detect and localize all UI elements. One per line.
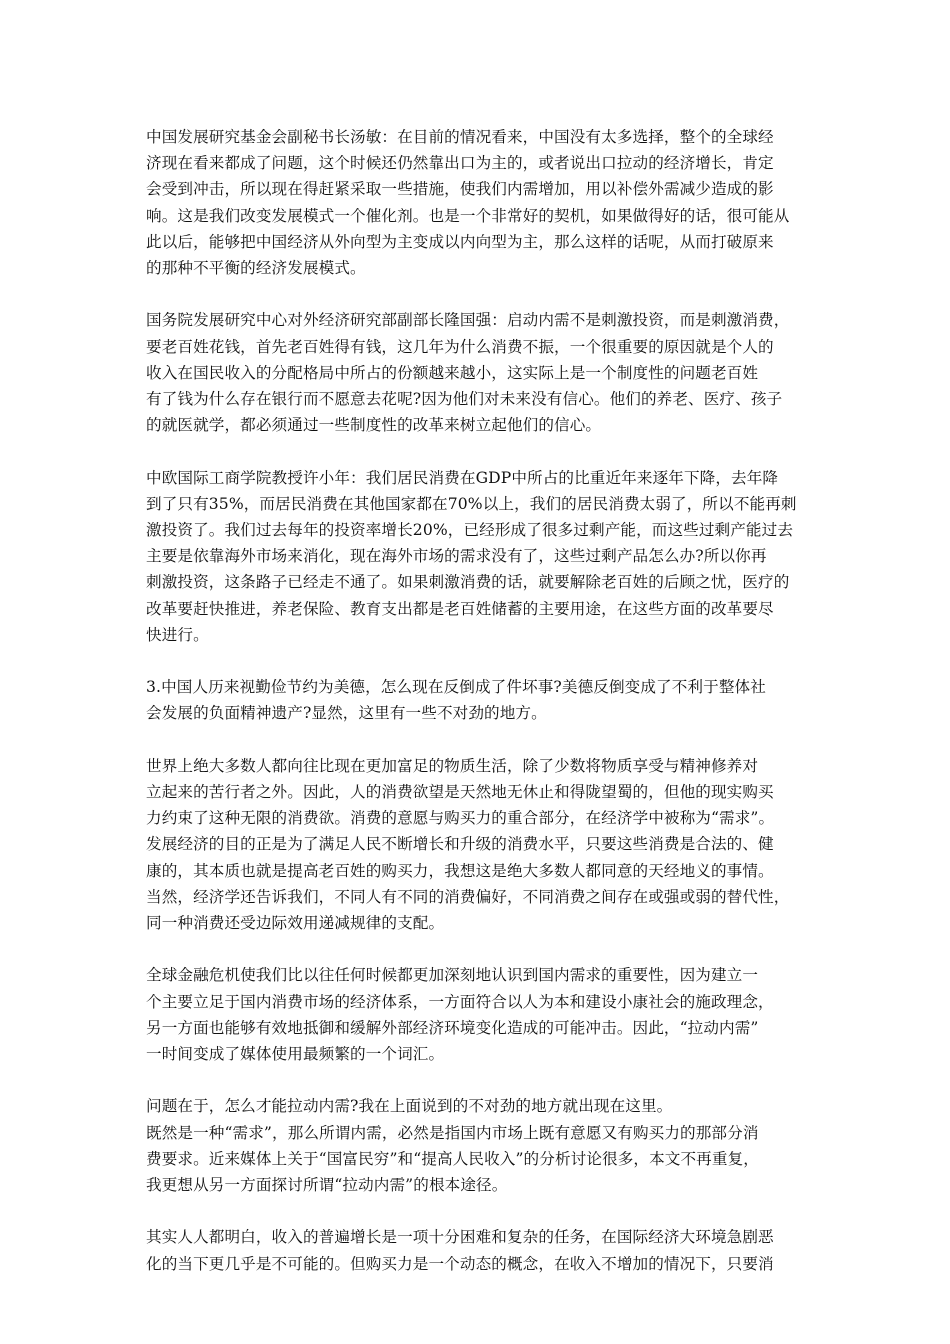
text-line: 收入在国民收入的分配格局中所占的份额越来越小，这实际上是一个制度性的问题老百姓 xyxy=(146,363,759,382)
text-line: 快进行。 xyxy=(146,625,209,644)
text-line: 问题在于，怎么才能拉动内需?我在上面说到的不对劲的地方就出现在这里。 xyxy=(146,1097,673,1116)
text-line: 激投资了。我们过去每年的投资率增长20%，已经形成了很多过剩产能，而这些过剩产能过去 xyxy=(146,521,794,540)
text-line: 费要求。近来媒体上关于“国富民穷”和“提高人民收入”的分析讨论很多，本文不再重复， xyxy=(146,1149,759,1168)
paragraph-financial-crisis xyxy=(146,962,822,1067)
text-line: 化的当下更几乎是不可能的。但购买力是一个动态的概念，在收入不增加的情况下，只要消 xyxy=(146,1254,774,1273)
text-line: 康的，其本质也就是提高老百姓的购买力，我想这是绝大多数人都同意的天经地义的事情。 xyxy=(146,861,774,880)
paragraph-tang-min xyxy=(146,124,822,281)
text-line: 3.中国人历来视勤俭节约为美德，怎么现在反倒成了件坏事?美德反倒变成了不利于整体社 xyxy=(146,678,766,697)
text-line: 此以后，能够把中国经济从外向型为主变成以内向型为主，那么这样的话呢，从而打破原来 xyxy=(146,232,774,251)
paragraph-consumption-desire xyxy=(146,753,822,936)
text-line: 中欧国际工商学院教授许小年：我们居民消费在GDP中所占的比重近年来逐年下降，去年降 xyxy=(146,468,779,487)
text-line: 另一方面也能够有效地抵御和缓解外部经济环境变化造成的可能冲击。因此，“拉动内需” xyxy=(146,1018,759,1037)
document-body xyxy=(146,124,822,1303)
text-line: 改革要赶快推进，养老保险、教育支出都是老百姓储蓄的主要用途，在这些方面的改革要尽 xyxy=(146,599,774,618)
text-line: 个主要立足于国内消费市场的经济体系，一方面符合以人为本和建设小康社会的施政理念， xyxy=(146,992,774,1011)
text-line: 同一种消费还受边际效用递减规律的支配。 xyxy=(146,914,445,933)
text-line: 世界上绝大多数人都向往比现在更加富足的物质生活，除了少数将物质享受与精神修养对 xyxy=(146,756,759,775)
text-line: 的那种不平衡的经济发展模式。 xyxy=(146,259,366,278)
text-line: 我更想从另一方面探讨所谓“拉动内需”的根本途径。 xyxy=(146,1176,508,1195)
paragraph-purchasing-power xyxy=(146,1224,822,1276)
text-line: 力约束了这种无限的消费欲。消费的意愿与购买力的重合部分，在经济学中被称为“需求”。 xyxy=(146,809,775,828)
text-line: 到了只有35%，而居民消费在其他国家都在70%以上，我们的居民消费太弱了，所以不能再刺 xyxy=(146,494,797,513)
text-line: 国务院发展研究中心对外经济研究部副部长隆国强：启动内需不是刺激投资，而是刺激消费， xyxy=(146,311,790,330)
text-line: 要老百姓花钱，首先老百姓得有钱，这几年为什么消费不振，一个很重要的原因就是个人的 xyxy=(146,337,774,356)
paragraph-long-guoqiang xyxy=(146,307,822,438)
text-line: 会受到冲击，所以现在得赶紧采取一些措施，使我们内需增加，用以补偿外需减少造成的影 xyxy=(146,180,774,199)
text-line: 其实人人都明白，收入的普遍增长是一项十分困难和复杂的任务，在国际经济大环境急剧恶 xyxy=(146,1228,774,1247)
paragraph-domestic-demand xyxy=(146,1093,822,1198)
text-line: 发展经济的目的正是为了满足人民不断增长和升级的消费水平，只要这些消费是合法的、健 xyxy=(146,835,774,854)
text-line: 济现在看来都成了问题，这个时候还仍然靠出口为主的，或者说出口拉动的经济增长，肯定 xyxy=(146,154,774,173)
text-line: 会发展的负面精神遗产?显然，这里有一些不对劲的地方。 xyxy=(146,704,547,723)
text-line: 全球金融危机使我们比以往任何时候都更加深刻地认识到国内需求的重要性，因为建立一 xyxy=(146,966,759,985)
text-line: 中国发展研究基金会副秘书长汤敏：在目前的情况看来，中国没有太多选择，整个的全球经 xyxy=(146,128,774,146)
text-line: 响。这是我们改变发展模式一个催化剂。也是一个非常好的契机，如果做得好的话，很可能从 xyxy=(146,206,790,225)
text-line: 一时间变成了媒体使用最频繁的一个词汇。 xyxy=(146,1045,445,1064)
text-line: 当然，经济学还告诉我们，不同人有不同的消费偏好，不同消费之间存在或强或弱的替代性， xyxy=(146,887,790,906)
text-line: 的就医就学，都必须通过一些制度性的改革来树立起他们的信心。 xyxy=(146,416,602,435)
text-line: 刺激投资，这条路子已经走不通了。如果刺激消费的话，就要解除老百姓的后顾之忧，医疗的 xyxy=(146,573,790,592)
text-line: 有了钱为什么存在银行而不愿意去花呢?因为他们对未来没有信心。他们的养老、医疗、孩子 xyxy=(146,390,783,409)
paragraph-xu-xiaonian xyxy=(146,465,822,648)
paragraph-section-3 xyxy=(146,674,822,726)
text-line: 主要是依靠海外市场来消化，现在海外市场的需求没有了，这些过剩产品怎么办?所以你再 xyxy=(146,547,767,566)
text-line: 立起来的苦行者之外。因此，人的消费欲望是天然地无休止和得陇望蜀的，但他的现实购买 xyxy=(146,783,774,802)
text-line: 既然是一种“需求”，那么所谓内需，必然是指国内市场上既有意愿又有购买力的那部分消 xyxy=(146,1123,759,1142)
